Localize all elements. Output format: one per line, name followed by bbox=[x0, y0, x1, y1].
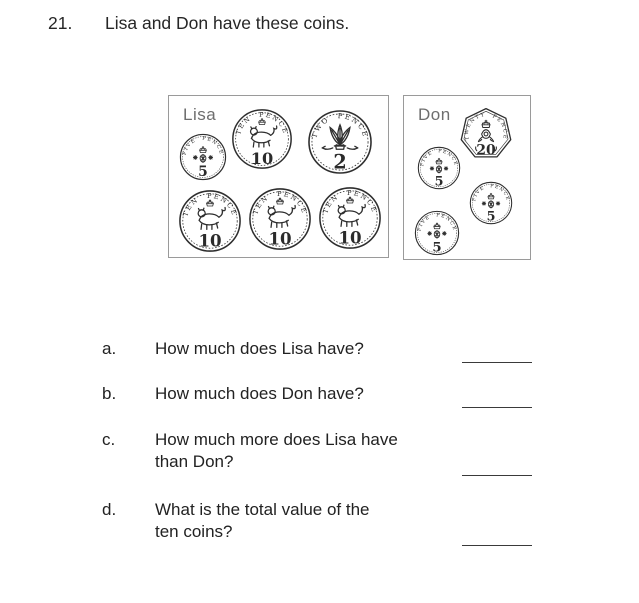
question-a bbox=[102, 338, 538, 360]
svg-text:5: 5 bbox=[486, 209, 496, 225]
coin-5p bbox=[469, 181, 513, 225]
svg-text:TWENTY PENCE: TWENTY PENCE bbox=[463, 111, 508, 141]
question-d bbox=[102, 499, 538, 543]
answer-line-d bbox=[462, 545, 532, 546]
svg-text:20: 20 bbox=[476, 142, 496, 159]
coin-5p bbox=[179, 133, 227, 181]
coin-panel-lisa bbox=[168, 95, 389, 258]
svg-text:TEN PENCE: TEN PENCE bbox=[321, 188, 379, 215]
svg-text:10: 10 bbox=[268, 228, 292, 249]
answer-line-b bbox=[462, 407, 532, 408]
svg-text:FIVE PENCE: FIVE PENCE bbox=[420, 149, 458, 167]
coin-5p bbox=[417, 146, 461, 190]
question-letter: a. bbox=[102, 339, 117, 358]
svg-text:5: 5 bbox=[434, 174, 444, 190]
svg-text:TEN PENCE: TEN PENCE bbox=[251, 189, 309, 216]
question-text: What is the total value of the ten coins? bbox=[155, 500, 370, 541]
coin-20p bbox=[459, 107, 513, 161]
question-letter: b. bbox=[102, 384, 117, 403]
svg-text:2: 2 bbox=[333, 150, 347, 174]
coin-panel-don bbox=[403, 95, 531, 260]
answer-line-a bbox=[462, 362, 532, 363]
svg-text:FIVE PENCE: FIVE PENCE bbox=[181, 135, 225, 156]
coin-10p bbox=[231, 108, 293, 170]
coin-10p bbox=[318, 186, 382, 250]
svg-text:10: 10 bbox=[250, 148, 274, 168]
coin-10p bbox=[248, 187, 312, 251]
coin-2p bbox=[307, 109, 373, 175]
svg-text:FIVE PENCE: FIVE PENCE bbox=[417, 213, 457, 232]
svg-text:TEN PENCE: TEN PENCE bbox=[234, 110, 290, 136]
page-title: Lisa and Don have these coins. bbox=[105, 13, 350, 33]
question-number: 21. bbox=[48, 13, 73, 33]
panel-owner-label: Don bbox=[418, 105, 451, 124]
question-b bbox=[102, 383, 538, 405]
svg-text:TEN PENCE: TEN PENCE bbox=[181, 191, 239, 218]
coin-10p bbox=[178, 189, 242, 253]
answer-line-c bbox=[462, 475, 532, 476]
question-text: How much more does Lisa have than Don? bbox=[155, 430, 398, 471]
svg-text:10: 10 bbox=[198, 230, 222, 251]
questions-list bbox=[102, 338, 538, 566]
svg-text:10: 10 bbox=[338, 227, 362, 248]
svg-text:5: 5 bbox=[432, 239, 442, 256]
question-text: How much does Don have? bbox=[155, 384, 364, 403]
coin-5p bbox=[414, 210, 460, 256]
svg-text:FIVE PENCE: FIVE PENCE bbox=[472, 184, 510, 202]
svg-text:5: 5 bbox=[198, 164, 208, 181]
question-letter: c. bbox=[102, 430, 116, 449]
question-letter: d. bbox=[102, 500, 117, 519]
svg-text:TWO PENCE: TWO PENCE bbox=[310, 112, 370, 140]
question-text: How much does Lisa have? bbox=[155, 339, 364, 358]
panel-owner-label: Lisa bbox=[183, 105, 217, 124]
question-c bbox=[102, 429, 538, 473]
